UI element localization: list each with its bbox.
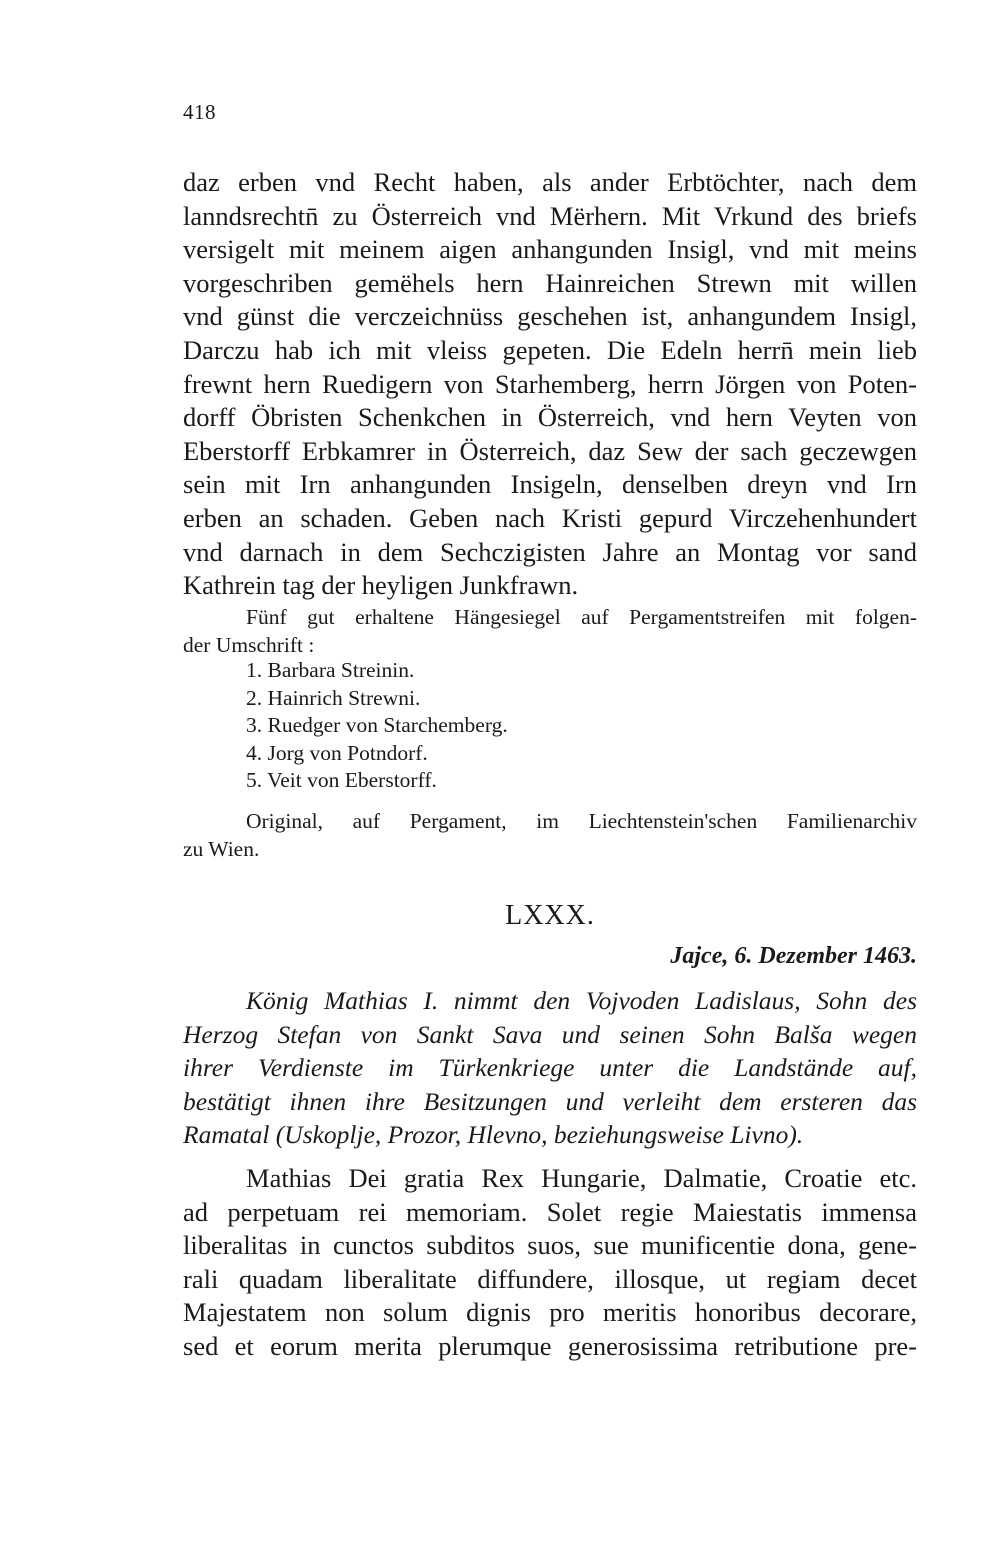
text-line: Mathias Dei gratia Rex Hungarie, Dalmatie, Croatie etc. [246,1163,917,1193]
text-line: ad perpetuam rei memoriam. Solet regie Maiestatis immensa [183,1196,917,1227]
text-line: frewnt hern Ruedigern von Starhemberg, herrn Jörgen von Poten- [183,368,917,399]
list-item: 3. Ruedger von Starchemberg. [246,713,508,738]
text-line: sed et eorum merita plerumque generosissima retributione pre- [183,1330,917,1361]
seal-description [183,604,917,659]
text-line: ihrer Verdienste im Türkenkriege unter die Landstände auf, [183,1053,917,1083]
text-line: Original, auf Pergament, im Liechtenstein'schen Familienarchiv [246,809,917,833]
text-line: vnd günst die verczeichnüss geschehen ist, anhangundem Insigl, [183,301,917,332]
text-line: sein mit Irn anhangunden Insigeln, denselben dreyn vnd Irn [183,469,917,500]
charter-continuation [183,166,917,603]
list-item: 1. Barbara Streinin. [246,658,415,682]
list-item: 5. Veit von Eberstorff. [246,768,437,793]
text-line: Darczu hab ich mit vleiss gepeten. Die Edeln herrn̄ mein lieb [183,334,917,365]
text-line: erben an schaden. Geben nach Kristi gepurd Virczehenhundert [183,502,917,533]
text-line: liberalitas in cunctos subditos suos, sue munificentie dona, gene- [183,1230,917,1261]
seal-list [246,657,508,795]
text-line: zu Wien. [183,836,260,861]
list-item: 2. Hainrich Strewni. [246,685,421,710]
text-line: Kathrein tag der heyligen Junkfrawn. [183,570,579,601]
section-number: LXXX. [505,900,595,931]
text-line: Majestatem non solum dignis pro meritis honoribus decorare, [183,1297,917,1328]
text-line: Eberstorff Erbkamrer in Österreich, daz Sew der sach geczewgen [183,435,917,466]
text-line: versigelt mit meinem aigen anhangunden Insigl, vnd mit meins [183,234,917,265]
dateline: Jajce, 6. Dezember 1463. [670,943,917,969]
text-line: vorgeschriben gemëhels hern Hainreichen Strewn mit willen [183,267,917,298]
text-line: König Mathias I. nimmt den Vojvoden Ladislaus, Sohn des [246,986,917,1015]
text-line: Herzog Stefan von Sankt Sava und seinen Sohn Balša wegen [183,1019,917,1049]
regest [183,984,917,1152]
source-note [183,808,917,863]
text-line: bestätigt ihnen ihre Besitzungen und verleiht dem ersteren das [183,1086,917,1116]
text-line: der Umschrift : [183,632,315,657]
text-line: vnd darnach in dem Sechczigisten Jahre an Montag vor sand [183,536,917,567]
list-item: 4. Jorg von Potndorf. [246,740,428,765]
text-line: rali quadam liberalitate diffundere, illosque, ut regiam decet [183,1263,917,1294]
text-line: Fünf gut erhaltene Hängesiegel auf Pergamentstreifen mit folgen- [246,605,917,629]
text-line: Ramatal (Uskoplje, Prozor, Hlevno, beziehungsweise Livno). [183,1120,804,1150]
text-line: daz erben vnd Recht haben, als ander Erbtöchter, nach dem [183,167,917,197]
charter-text [183,1162,917,1364]
page-number: 418 [183,100,216,124]
text-line: dorff Öbristen Schenkchen in Österreich, vnd hern Veyten von [183,402,917,433]
text-line: lanndsrechtn̄ zu Österreich vnd Mërhern. Mit Vrkund des briefs [183,200,917,231]
